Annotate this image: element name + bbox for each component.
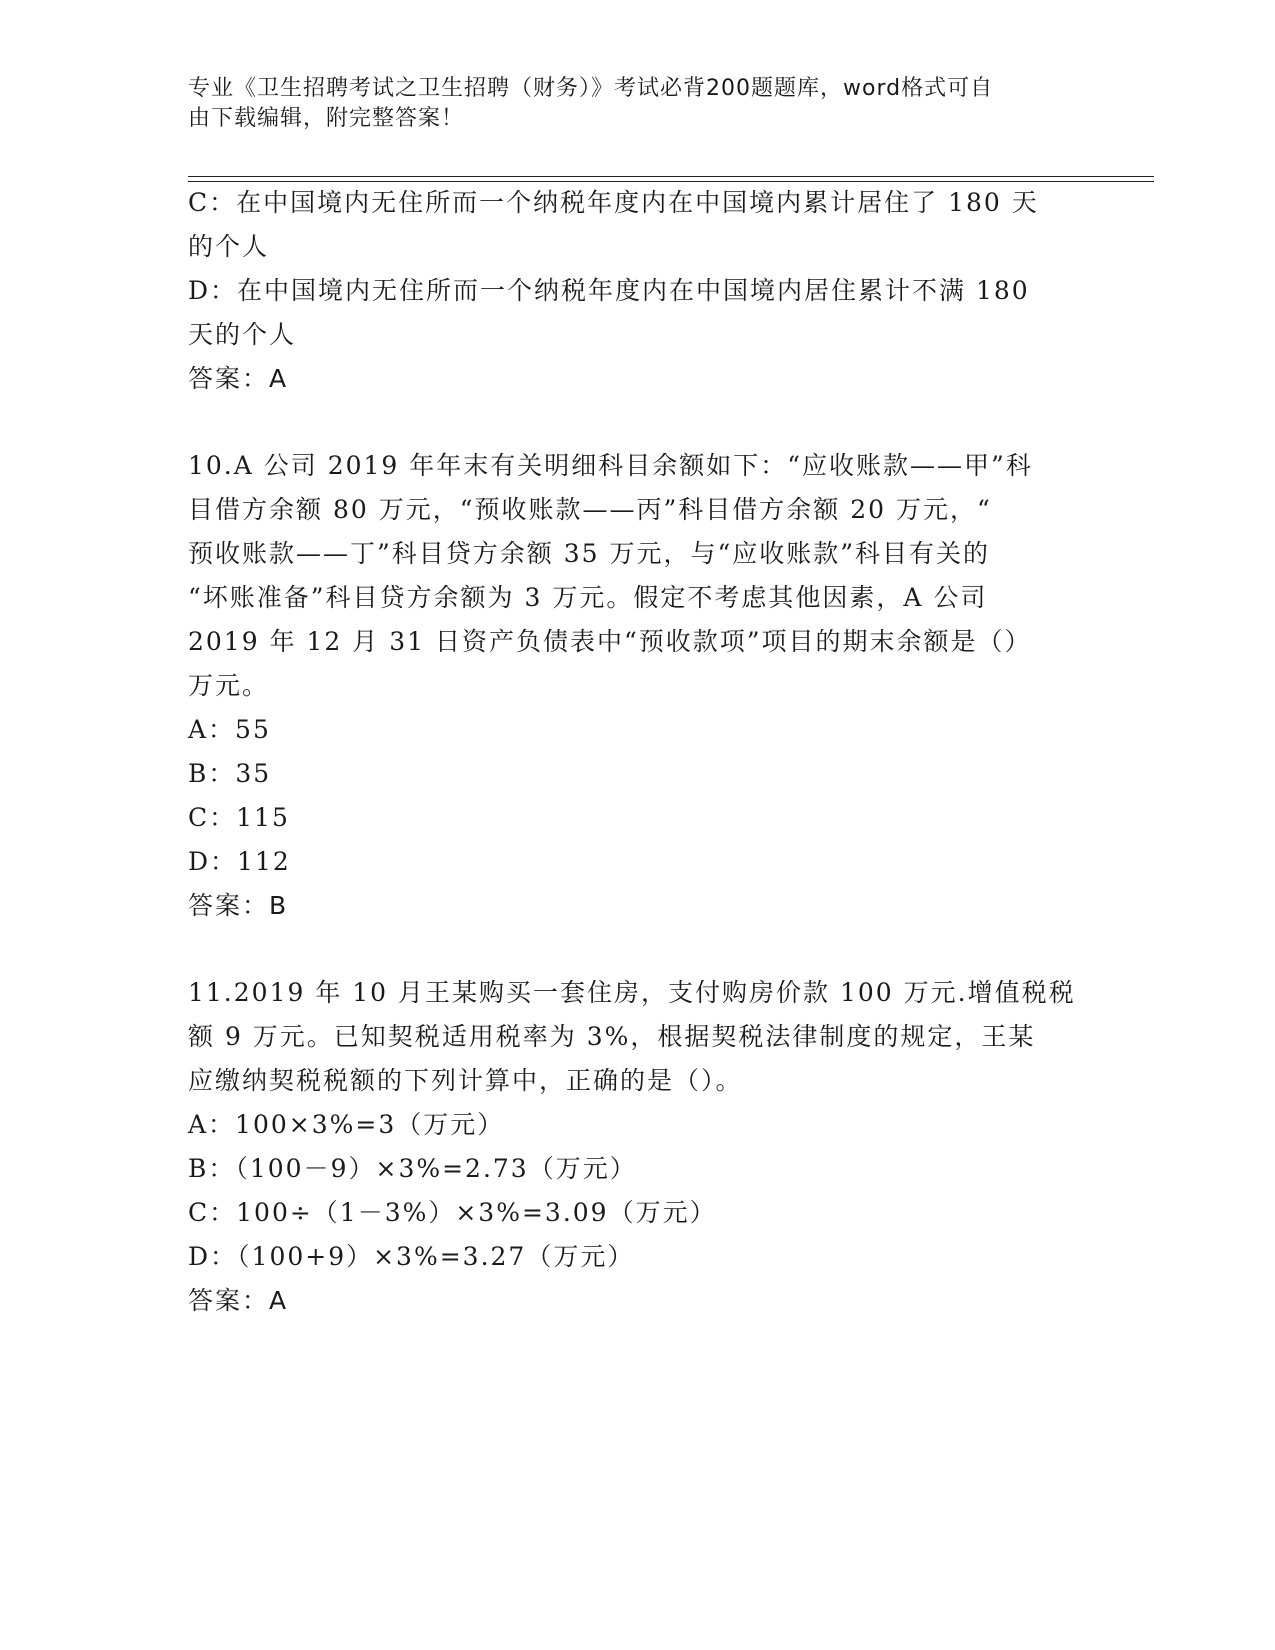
- q10-stem-line-1: 10.A 公司 2019 年年末有关明细科目余额如下：“应收账款——甲”科: [188, 451, 1033, 480]
- q10-answer: 答案：B: [188, 891, 289, 920]
- header-divider-bottom: [188, 181, 1154, 182]
- q10-stem-line-2: 目借方余额 80 万元，“预收账款——丙”科目借方余额 20 万元，“: [188, 495, 992, 524]
- document-header: [188, 74, 1078, 134]
- header-line-1: 专业《卫生招聘考试之卫生招聘（财务）》考试必背200题题库，word格式可自: [188, 76, 994, 101]
- q10-option-a: A：55: [188, 715, 271, 744]
- q11-option-a: A：100×3%=3（万元）: [188, 1110, 505, 1139]
- q11-stem-line-3: 应缴纳契税税额的下列计算中，正确的是（）。: [188, 1066, 743, 1095]
- header-line-2: 由下载编辑，附完整答案！: [188, 106, 465, 131]
- q11-answer: 答案：A: [188, 1286, 289, 1315]
- q10-stem-line-5: 2019 年 12 月 31 日资产负债表中“预收款项”项目的期末余额是（）: [188, 627, 1032, 656]
- q10-stem-line-3: 预收账款——丁”科目贷方余额 35 万元，与“应收账款”科目有关的: [188, 539, 991, 568]
- q10-stem-line-6: 万元。: [188, 671, 270, 700]
- q11-stem-line-1: 11.2019 年 10 月王某购买一套住房，支付购房价款 100 万元.增值税税: [188, 978, 1076, 1007]
- q11-option-b: B：（100－9）×3%=2.73（万元）: [188, 1154, 637, 1183]
- q10-stem-line-4: “坏账准备”科目贷方余额为 3 万元。假定不考虑其他因素，A 公司: [188, 583, 988, 612]
- q10-option-c: C：115: [188, 803, 290, 832]
- prev-option-c-line-1: C：在中国境内无住所而一个纳税年度内在中国境内累计居住了 180 天: [188, 188, 1039, 217]
- prev-option-d-line-1: D：在中国境内无住所而一个纳税年度内在中国境内居住累计不满 180: [188, 276, 1030, 305]
- prev-option-c-line-2: 的个人: [188, 232, 270, 261]
- prev-option-d-line-2: 天的个人: [188, 320, 297, 349]
- q11-stem-line-2: 额 9 万元。已知契税适用税率为 3%，根据契税法律制度的规定，王某: [188, 1022, 1036, 1051]
- prev-answer: 答案：A: [188, 364, 289, 393]
- header-divider-top: [188, 176, 1154, 177]
- q10-option-d: D：112: [188, 847, 291, 876]
- q10-option-b: B：35: [188, 759, 272, 788]
- q11-option-d: D：（100+9）×3%=3.27（万元）: [188, 1242, 635, 1271]
- q11-option-c: C：100÷（1－3%）×3%=3.09（万元）: [188, 1198, 717, 1227]
